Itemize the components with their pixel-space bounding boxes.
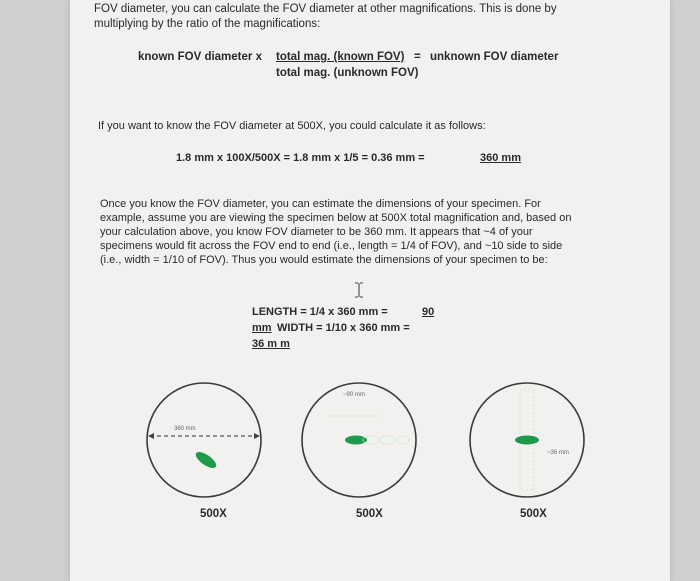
paragraph-line-5: (i.e., width = 1/10 of FOV). Thus you would estimate the dimensions of your specimen to be: (100, 254, 548, 266)
fov-label-3: ~36 mm (547, 450, 569, 456)
length-unit: mm (252, 322, 272, 334)
example-result: 360 mm (480, 152, 521, 164)
specimen-3 (515, 436, 539, 445)
magnification-3: 500X (520, 508, 547, 520)
specimen-1 (193, 449, 218, 471)
formula-known-diameter: known FOV diameter x (138, 51, 262, 63)
magnification-1: 500X (200, 508, 227, 520)
example-intro: If you want to know the FOV diameter at 500X, you could calculate it as follows: (98, 120, 486, 132)
formula-unknown-diameter: unknown FOV diameter (430, 51, 559, 63)
paragraph-line-3: your calculation above, you know FOV diameter to be 360 mm. It appears that ~4 of your (100, 226, 533, 238)
fov-label-2: ~90 mm (343, 392, 365, 398)
length-equation: LENGTH = 1/4 x 360 mm = (252, 306, 388, 318)
fov-diagram-1 (144, 380, 264, 500)
document-page (70, 0, 670, 581)
paragraph-line-2: example, assume you are viewing the specimen below at 500X total magnification and, based on (100, 212, 572, 224)
length-result: 90 (422, 306, 435, 318)
fov-diagram-3 (467, 380, 587, 500)
fov-label-1: 360 mm (174, 426, 196, 432)
paragraph-line-4: specimens would fit across the FOV end to end (i.e., length = 1/4 of FOV), and ~10 side to side (100, 240, 563, 252)
paragraph-line-1: Once you know the FOV diameter, you can estimate the dimensions of your specimen. For (100, 198, 541, 210)
specimen-2 (345, 436, 367, 445)
magnification-2: 500X (356, 508, 383, 520)
intro-line-2: multiplying by the ratio of the magnifications: (94, 18, 321, 30)
example-calculation: 1.8 mm x 100X/500X = 1.8 mm x 1/5 = 0.36 mm = (176, 152, 425, 164)
width-equation: WIDTH = 1/10 x 360 mm = (277, 322, 410, 334)
intro-line-1: FOV diameter, you can calculate the FOV diameter at other magnifications. This is done by (94, 3, 557, 15)
formula-numerator: total mag. (known FOV) (276, 51, 405, 63)
text-cursor-icon (354, 282, 364, 298)
formula-denominator: total mag. (unknown FOV) (276, 67, 419, 79)
formula-equals: = (414, 51, 421, 63)
fov-diagram-2 (299, 380, 419, 500)
width-result: 36 m m (252, 338, 290, 350)
